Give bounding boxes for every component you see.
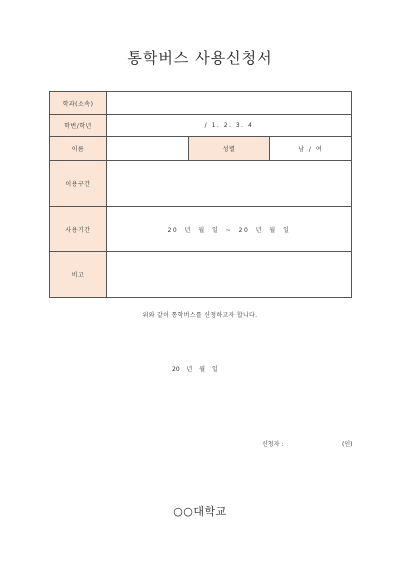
applicant-line [262, 439, 353, 448]
table-row-period [50, 207, 352, 252]
application-table [49, 91, 352, 298]
date-line: 20 년 월 일 [172, 366, 218, 373]
school-name: ○○대학교 [173, 505, 227, 518]
department-field[interactable] [107, 92, 352, 115]
table-row-department [50, 92, 352, 115]
name-label: 이름 [50, 137, 107, 161]
note-field[interactable] [107, 252, 352, 298]
department-label: 학과(소속) [50, 92, 107, 115]
period-field[interactable]: 20 년 월 일 ~ 20 년 월 일 [107, 207, 352, 252]
table-row-note [50, 252, 352, 298]
name-field[interactable] [107, 137, 189, 161]
note-label: 비고 [50, 252, 107, 298]
route-label: 이용구간 [50, 161, 107, 207]
table-row-student-id [50, 115, 352, 137]
statement-text: 위와 같이 통학버스를 신청하고자 합니다. [142, 312, 258, 319]
page-title: 통학버스 사용신청서 [127, 49, 273, 67]
applicant-label: 신청자 : [262, 441, 284, 448]
student-id-label: 학번/학년 [50, 115, 107, 137]
student-id-field[interactable]: / 1. 2. 3. 4 [107, 115, 352, 137]
gender-field[interactable]: 남 / 여 [270, 137, 352, 161]
route-field[interactable] [107, 161, 352, 207]
gender-label: 성별 [188, 137, 270, 161]
table-row-name [50, 137, 352, 161]
seal-mark: (인) [342, 441, 353, 448]
period-label: 사용기간 [50, 207, 107, 252]
table-row-route [50, 161, 352, 207]
